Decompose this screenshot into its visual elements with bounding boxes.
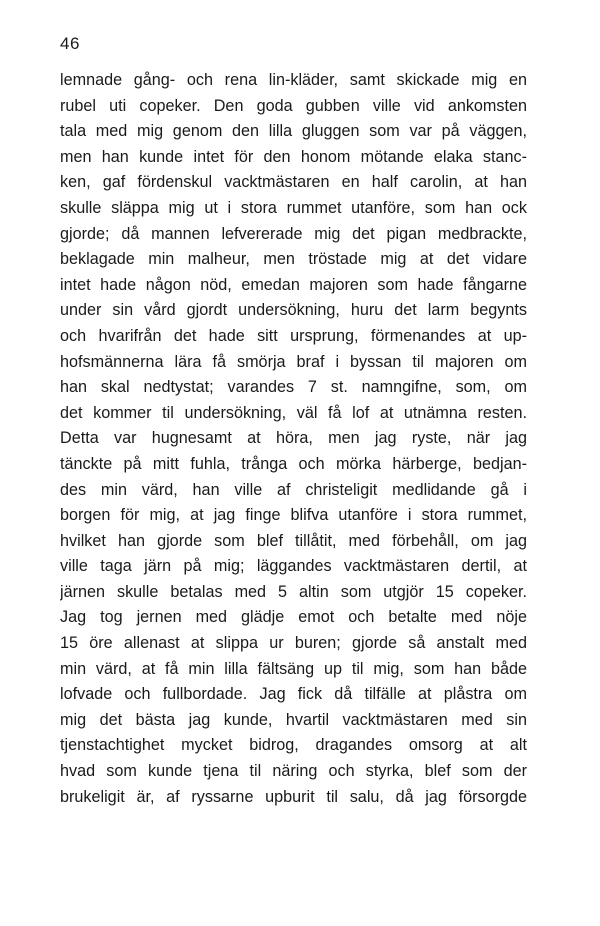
text-line: borgen för mig, at jag finge blifva utanföre i stora rummet, <box>60 506 527 525</box>
text-line: skulle släppa mig ut i stora rummet utanföre, som han ock <box>60 198 527 217</box>
text-line: min värd, at få min lilla fältsäng up til mig, som han både <box>60 659 527 678</box>
text-line: tjenstachtighet mycket bidrog, dragandes omsorg at alt <box>60 736 527 755</box>
text-line: tänckte på mitt fuhla, trånga och mörka härberge, bedjan- <box>60 454 527 473</box>
text-line: lofvade och fullbordade. Jag fick då tilfälle at plåstra om <box>60 685 527 704</box>
text-line: men han kunde intet för den honom mötande elaka stanc- <box>60 147 527 166</box>
text-line: hvad som kunde tjena til näring och styrka, blef som der <box>60 762 527 781</box>
text-line: och hvarifrån det hade sitt ursprung, förmenandes at up- <box>60 326 527 345</box>
text-line: des min värd, han ville af christeligit medlidande gå i <box>60 480 527 499</box>
text-line: ken, gaf fördenskul vacktmästaren en half carolin, at han <box>60 173 527 192</box>
text-line: rubel uti copeker. Den goda gubben ville vid ankomsten <box>60 96 527 115</box>
text-line: lemnade gång- och rena lin-kläder, samt skickade mig en <box>60 71 527 89</box>
text-line: det kommer til undersökning, väl få lof at utnämna resten. <box>60 403 527 422</box>
text-line: brukeligit är, af ryssarne upburit til salu, då jag försorgde <box>60 787 527 806</box>
body-text <box>60 68 527 810</box>
text-line: 15 öre allenast at slippa ur buren; gjorde så anstalt med <box>60 634 527 653</box>
text-line: Jag tog jernen med glädje emot och betalte med nöje <box>60 608 527 627</box>
text-line: intet hade någon nöd, emedan majoren som hade fångarne <box>60 275 527 294</box>
text-line: gjorde; då mannen lefvererade mig det pigan medbrackte, <box>60 224 527 243</box>
text-line: ville taga järn på mig; läggandes vacktmästaren dertil, at <box>60 557 527 576</box>
text-line: Detta var hugnesamt at höra, men jag ryste, när jag <box>60 429 527 448</box>
text-line: mig det bästa jag kunde, hvartil vacktmästaren med sin <box>60 710 527 729</box>
page-number: 46 <box>60 34 80 53</box>
text-line: beklagade min malheur, men tröstade mig at det vidare <box>60 250 527 269</box>
text-line: han skal nedtystat; varandes 7 st. namngifne, som, om <box>60 378 527 397</box>
text-line: under sin vård gjordt undersökning, huru det larm begynts <box>60 301 527 320</box>
text-line: hvilket han gjorde som blef tillåtit, med förbehåll, om jag <box>60 531 527 550</box>
text-line: järnen skulle betalas med 5 altin som utgjör 15 copeker. <box>60 582 527 601</box>
text-line: tala med mig genom den lilla gluggen som var på väggen, <box>60 122 527 141</box>
text-line: hofsmännerna lära få smörja braf i byssan til majoren om <box>60 352 527 371</box>
